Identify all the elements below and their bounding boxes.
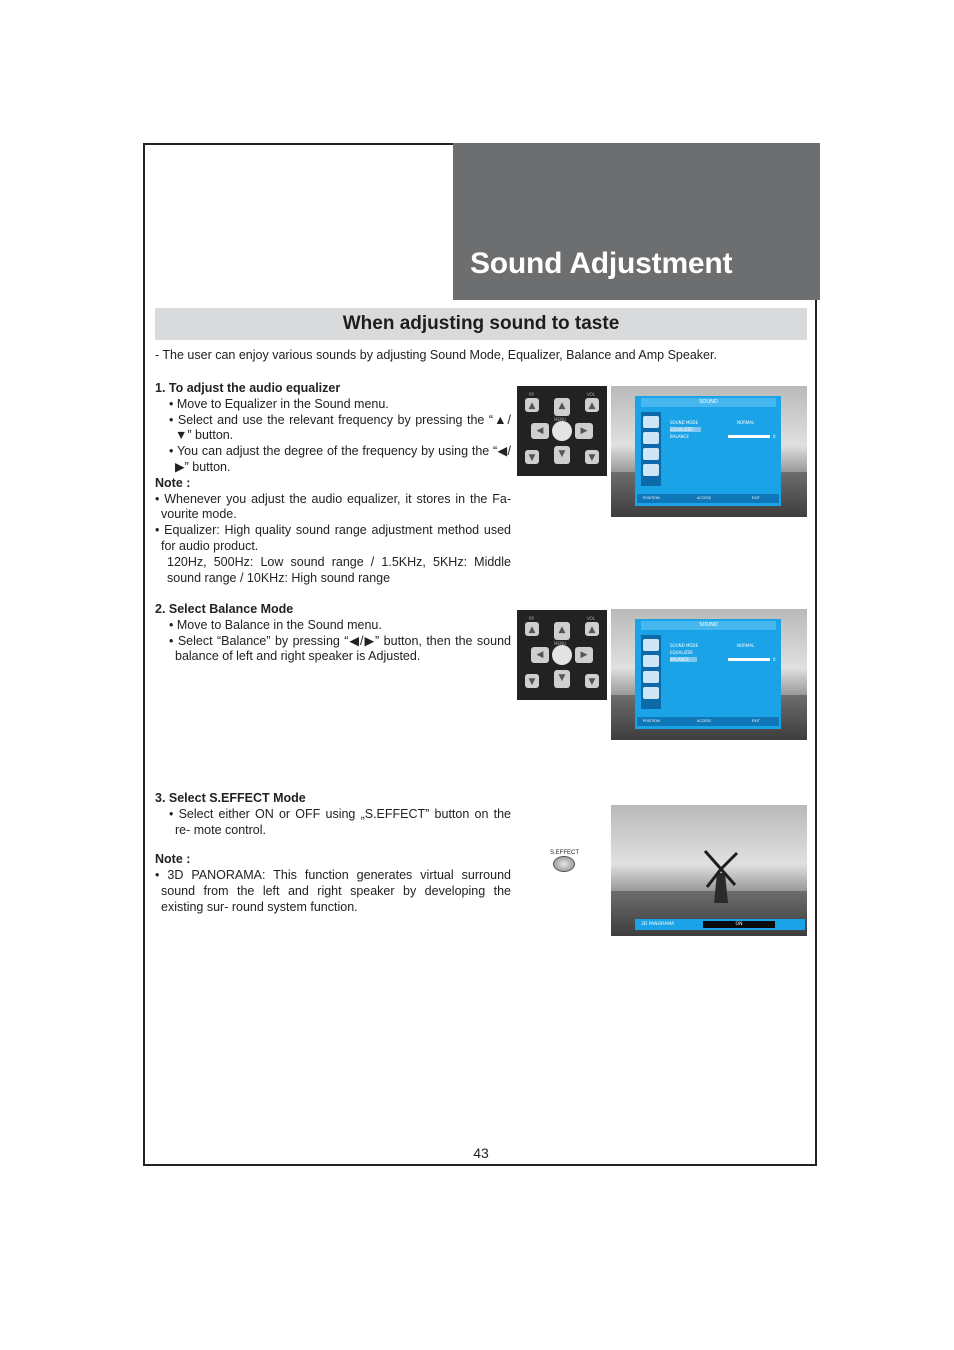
remote-left-icon: ◀	[531, 647, 549, 663]
remote-vol-label: VOL	[587, 616, 596, 621]
menu-footer	[637, 717, 779, 726]
sound-mode-value: NORMAL	[737, 420, 755, 425]
tv-screen-balance	[611, 609, 807, 740]
remote-right-icon: ▶	[575, 647, 593, 663]
footer-exit: EXIT	[752, 719, 760, 723]
remote-vol-down-icon: ▼	[585, 450, 599, 464]
page-number: 43	[473, 1145, 489, 1161]
remote-pr-down-icon: ▼	[525, 674, 539, 688]
sound-icon	[643, 655, 659, 667]
remote-up-icon: ▲	[554, 398, 570, 416]
title-banner	[453, 143, 820, 300]
footer-position: POSITION	[643, 496, 660, 500]
remote-pr-down-icon: ▼	[525, 450, 539, 464]
section-balance	[155, 602, 511, 665]
section-seffect	[155, 791, 511, 916]
section1-bullet-2: • Select and use the relevant frequency by pressing the “▲/▼” button.	[169, 412, 511, 443]
menu-footer	[637, 494, 779, 503]
panorama-label: 3D PANORAMA	[641, 922, 675, 927]
remote-control-diagram-2	[517, 610, 607, 700]
setup-icon	[643, 687, 659, 699]
balance-bar	[728, 658, 770, 661]
remote-vol-label: VOL	[587, 392, 596, 397]
subtitle-banner	[155, 308, 807, 340]
panorama-value: ON	[703, 921, 775, 928]
section3-note-1: • 3D PANORAMA: This function generates virtual surround sound from the left and right speaker by developing the existing sur- round system function.	[155, 868, 511, 914]
section1-note-extra: 120Hz, 500Hz: Low sound range / 1.5KHz, 5KHz: Middle sound range / 10KHz: High sound range	[167, 554, 511, 585]
balance-bar	[728, 435, 770, 438]
intro-paragraph: - The user can enjoy various sounds by adjusting Sound Mode, Equalizer, Balance and Amp Speaker.	[155, 348, 717, 362]
menu-row-balance: BALANCE	[670, 657, 697, 662]
menu-row-equalizer: EQUALIZER	[670, 650, 693, 655]
section1-note-1: • Whenever you adjust the audio equalizer, it stores in the Fa- vourite mode.	[155, 491, 511, 522]
intro-text	[155, 348, 795, 364]
section1-bullet-3: • You can adjust the degree of the frequency by using the “◀/▶” button.	[169, 444, 511, 474]
balance-value: 0	[773, 657, 776, 662]
section3-bullet-1: • Select either ON or OFF using „S.EFFECT” button on the re- mote control.	[169, 806, 511, 837]
remote-down-icon: ▼	[554, 670, 570, 688]
seffect-button-icon	[553, 856, 575, 872]
section-equalizer	[155, 381, 511, 586]
panorama-osd	[635, 919, 805, 930]
windmill-icon	[701, 845, 741, 905]
picture-icon	[643, 639, 659, 651]
remote-down-icon: ▼	[554, 446, 570, 464]
remote-right-icon: ▶	[575, 423, 593, 439]
remote-ok-icon	[552, 645, 572, 665]
menu-icon-column	[641, 412, 661, 486]
page-title: Sound Adjustment	[470, 247, 733, 280]
features-icon	[643, 671, 659, 683]
remote-menu-label: MENU	[554, 641, 566, 646]
remote-left-icon: ◀	[531, 423, 549, 439]
section1-note-label: Note :	[155, 475, 191, 490]
sound-menu-header: SOUND	[641, 398, 776, 407]
section1-heading: 1. To adjust the audio equalizer	[155, 381, 341, 395]
menu-row-equalizer: EQUALIZER	[670, 427, 701, 432]
section3-note-label: Note :	[155, 852, 191, 867]
footer-exit: EXIT	[752, 496, 760, 500]
picture-icon	[643, 416, 659, 428]
section2-heading: 2. Select Balance Mode	[155, 602, 294, 616]
sound-menu	[635, 396, 781, 506]
page-subtitle: When adjusting sound to taste	[342, 313, 620, 334]
remote-pr-label: PR	[529, 616, 535, 621]
balance-value: 0	[773, 434, 776, 439]
remote-ok-icon	[552, 421, 572, 441]
footer-access: ACCESS	[697, 496, 711, 500]
section2-bullet-1: • Move to Balance in the Sound menu.	[169, 617, 382, 632]
section1-note-2: • Equalizer: High quality sound range adjustment method used for audio product.	[155, 523, 511, 553]
menu-row-sound-mode: SOUND MODE	[670, 420, 699, 425]
remote-vol-up-icon: ▲	[585, 622, 599, 636]
sound-menu	[635, 619, 781, 729]
sound-icon	[643, 432, 659, 444]
menu-icon-column	[641, 635, 661, 709]
setup-icon	[643, 464, 659, 476]
remote-menu-label: MENU	[554, 417, 566, 422]
sound-menu-header: SOUND	[641, 621, 776, 630]
menu-row-balance: BALANCE	[670, 434, 689, 439]
remote-up-icon: ▲	[554, 622, 570, 640]
section1-bullet-1: • Move to Equalizer in the Sound menu.	[169, 396, 389, 411]
remote-vol-up-icon: ▲	[585, 398, 599, 412]
section2-bullet-2: • Select “Balance” by pressing “◀/▶” button, then the sound balance of left and right speaker is Adjusted.	[169, 633, 511, 664]
section3-heading: 3. Select S.EFFECT Mode	[155, 791, 306, 805]
footer-access: ACCESS	[697, 719, 711, 723]
sound-mode-value: NORMAL	[737, 643, 755, 648]
remote-pr-up-icon: ▲	[525, 398, 539, 412]
seffect-button-label: S.EFFECT	[550, 850, 580, 856]
remote-vol-down-icon: ▼	[585, 674, 599, 688]
footer-position: POSITION	[643, 719, 660, 723]
menu-row-sound-mode: SOUND MODE	[670, 643, 699, 648]
tv-screen-equalizer	[611, 386, 807, 517]
remote-control-diagram	[517, 386, 607, 476]
tv-screen-panorama	[611, 805, 807, 936]
features-icon	[643, 448, 659, 460]
remote-pr-up-icon: ▲	[525, 622, 539, 636]
remote-pr-label: PR	[529, 392, 535, 397]
